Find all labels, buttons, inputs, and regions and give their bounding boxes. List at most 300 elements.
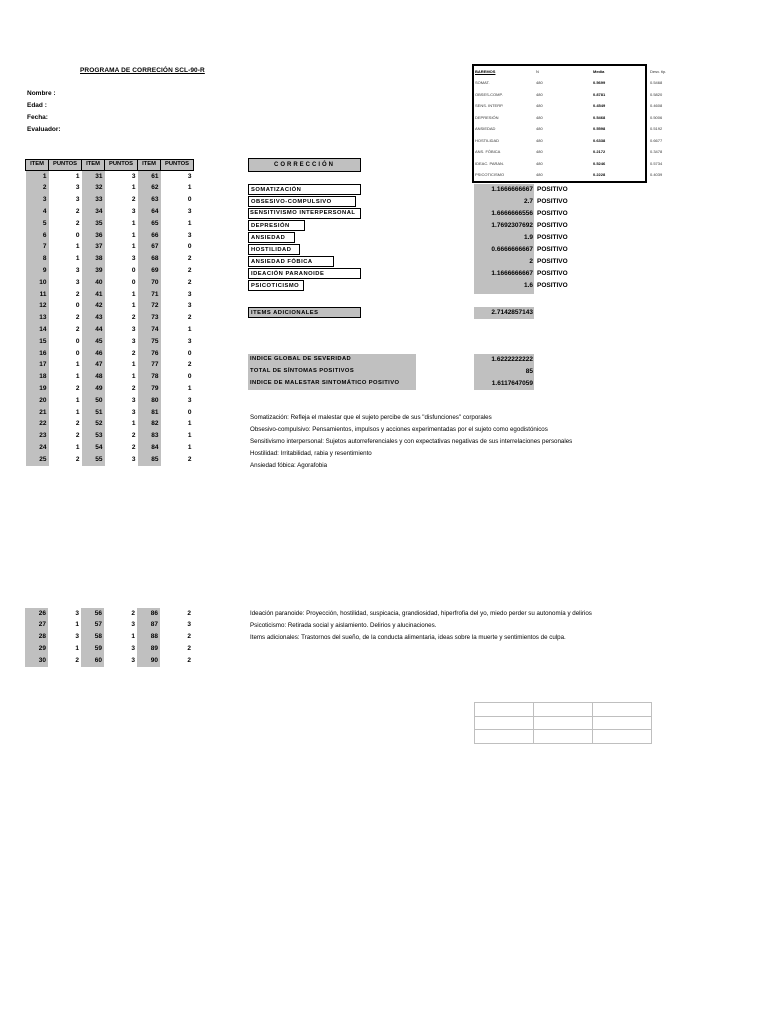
- scale-sensitivismo-box: [248, 208, 361, 219]
- items-adicionales-value: 2.7142857143: [491, 309, 533, 316]
- item-points-cell: 0: [187, 196, 192, 204]
- item-points-cell: 3: [187, 621, 191, 629]
- table-row: [26, 195, 194, 207]
- item-number-cell: 40: [82, 277, 105, 289]
- item-number-cell: 60: [81, 655, 104, 667]
- table-row: [26, 313, 194, 325]
- table-row: [26, 395, 194, 407]
- item-points-cell: 2: [131, 196, 136, 204]
- item-points-cell: 1: [131, 361, 136, 369]
- empty-cell: [593, 703, 652, 717]
- item-points-cell: 3: [187, 208, 192, 216]
- item-points-cell: 1: [187, 219, 192, 227]
- status-depresion: POSITIVO: [537, 222, 568, 229]
- item-points-cell: 2: [187, 656, 191, 664]
- item-number-cell: 79: [138, 383, 161, 395]
- baremos-n-cell: 480: [536, 172, 543, 178]
- table-row: [26, 301, 194, 313]
- col-header-puntos: PUNTOS: [49, 160, 82, 171]
- item-number-cell: 50: [82, 395, 105, 407]
- item-points-cell: 0: [187, 408, 192, 416]
- item-number-cell: 48: [82, 372, 105, 384]
- item-points-cell: 3: [75, 267, 80, 275]
- item-number-cell: 65: [138, 218, 161, 230]
- item-points-cell: 2: [75, 432, 80, 440]
- item-number-cell: 55: [82, 454, 105, 466]
- baremos-row: [474, 135, 666, 147]
- table-row: [25, 643, 193, 655]
- item-points-cell: 3: [75, 278, 80, 286]
- baremos-row: [474, 124, 666, 136]
- item-points-cell: 3: [131, 396, 136, 404]
- baremos-media-cell: 0.5598: [593, 126, 606, 132]
- baremos-scale-cell: SENS. INTERP.: [475, 103, 504, 109]
- table-row: [26, 372, 194, 384]
- baremos-row: [474, 147, 666, 159]
- item-points-cell: 0: [187, 349, 192, 357]
- item-number-cell: 47: [82, 360, 105, 372]
- empty-cell: [593, 730, 652, 744]
- status-obsesivo: POSITIVO: [537, 198, 568, 205]
- index-imsp-value: 1.6117647059: [491, 380, 533, 387]
- baremos-row: [474, 78, 666, 90]
- item-number-cell: 70: [138, 277, 161, 289]
- item-points-cell: 1: [75, 361, 80, 369]
- baremos-desv-cell: 0.5192: [650, 126, 663, 132]
- item-number-cell: 62: [138, 183, 161, 195]
- item-number-cell: 21: [26, 407, 49, 419]
- nombre-label: Nombre :: [27, 90, 56, 97]
- baremos-desv-cell: 0.5468: [650, 80, 663, 86]
- item-number-cell: 42: [82, 301, 105, 313]
- table-row: [26, 265, 194, 277]
- item-points-cell: 3: [187, 396, 192, 404]
- items-adicionales-label: ITEMS ADICIONALES: [248, 307, 361, 318]
- status-sensitivismo: POSITIVO: [537, 210, 568, 217]
- baremos-row: [474, 89, 666, 101]
- status-ansiedad-fobica: POSITIVO: [537, 258, 568, 265]
- item-number-cell: 80: [138, 395, 161, 407]
- scale-somatizacion: SOMATIZACIÓN: [248, 184, 361, 195]
- description-psicoticismo: Psicoticismo: Retirada social y aislamiento. Delirios y alucinaciones.: [250, 622, 437, 629]
- item-number-cell: 41: [82, 289, 105, 301]
- item-number-cell: 22: [26, 419, 49, 431]
- scale-obsesivo: OBSESIVO-COMPULSIVO: [248, 196, 356, 207]
- item-number-cell: 90: [137, 655, 160, 667]
- item-points-cell: 1: [75, 396, 80, 404]
- value-sensitivismo: 1.6666666556: [491, 210, 533, 217]
- item-number-cell: 11: [26, 289, 49, 301]
- table-row: [26, 218, 194, 230]
- status-somatizacion: POSITIVO: [537, 186, 568, 193]
- item-points-cell: 2: [187, 633, 191, 641]
- table-row: [26, 230, 194, 242]
- item-number-cell: 44: [82, 324, 105, 336]
- baremos-desv-cell: 0.5006: [650, 114, 663, 120]
- item-points-cell: 1: [131, 290, 136, 298]
- item-points-cell: 1: [187, 432, 192, 440]
- item-points-cell: 0: [75, 231, 80, 239]
- item-number-cell: 68: [138, 254, 161, 266]
- item-number-cell: 34: [82, 206, 105, 218]
- baremos-scale-cell: PSICOTICISMO: [475, 172, 505, 178]
- item-points-cell: 3: [131, 172, 136, 180]
- value-depresion: 1.7692307692: [491, 222, 533, 229]
- item-number-cell: 84: [138, 442, 161, 454]
- item-points-cell: 3: [131, 408, 136, 416]
- index-imsp-label: INDICE DE MALESTAR SINTOMÁTICO POSITIVO: [250, 380, 400, 386]
- item-points-cell: 1: [75, 373, 80, 381]
- item-points-cell: 1: [75, 408, 80, 416]
- item-points-cell: 2: [131, 349, 136, 357]
- item-points-cell: 3: [131, 455, 136, 463]
- empty-cell: [534, 703, 593, 717]
- item-number-cell: 12: [26, 301, 49, 313]
- item-points-cell: 1: [187, 420, 192, 428]
- baremos-scale-cell: SOMAT.: [475, 80, 490, 86]
- item-number-cell: 61: [138, 171, 161, 183]
- item-points-cell: 0: [131, 267, 136, 275]
- item-number-cell: 14: [26, 324, 49, 336]
- item-number-cell: 1: [26, 171, 49, 183]
- baremos-n-cell: 480: [536, 114, 543, 120]
- item-number-cell: 28: [25, 632, 48, 644]
- empty-cell: [475, 703, 534, 717]
- baremos-media-cell: 0.2228: [593, 172, 606, 178]
- item-points-cell: 3: [131, 337, 136, 345]
- col-header-item: ITEM: [82, 160, 105, 171]
- item-number-cell: 15: [26, 336, 49, 348]
- item-points-cell: 2: [131, 443, 136, 451]
- item-number-cell: 66: [138, 230, 161, 242]
- item-points-cell: 1: [187, 326, 192, 333]
- item-points-cell: 0: [187, 373, 192, 381]
- item-number-cell: 72: [138, 301, 161, 313]
- evaluador-label: Evaluador:: [27, 126, 61, 133]
- baremos-row: [474, 170, 666, 182]
- correccion-heading: CORRECCIÓN: [248, 158, 361, 172]
- baremos-n-cell: 480: [536, 137, 543, 143]
- items-table-continued: [25, 608, 193, 667]
- baremos-n-cell: 480: [536, 103, 543, 109]
- empty-cell: [475, 716, 534, 730]
- item-number-cell: 35: [82, 218, 105, 230]
- table-row: [26, 277, 194, 289]
- item-points-cell: 2: [131, 314, 136, 322]
- empty-cell: [534, 716, 593, 730]
- table-row: [25, 620, 193, 632]
- status-ansiedad: POSITIVO: [537, 234, 568, 241]
- item-points-cell: 2: [187, 645, 191, 653]
- empty-cell: [475, 730, 534, 744]
- item-points-cell: 2: [75, 455, 80, 463]
- table-row: [25, 655, 193, 667]
- table-row: [26, 383, 194, 395]
- baremos-scale-cell: HOSTILIDAD: [475, 137, 500, 143]
- item-number-cell: 2: [26, 183, 49, 195]
- value-ideacion: 1.1666666667: [491, 270, 533, 277]
- value-ansiedad: 1.9: [523, 234, 533, 241]
- scale-depresion: DEPRESIÓN: [248, 220, 305, 231]
- item-number-cell: 17: [26, 360, 49, 372]
- col-header-puntos: PUNTOS: [161, 160, 194, 171]
- item-number-cell: 3: [26, 195, 49, 207]
- item-points-cell: 2: [75, 314, 80, 322]
- item-points-cell: 0: [131, 278, 136, 286]
- item-number-cell: 26: [25, 608, 48, 620]
- baremos-n-cell: 480: [536, 149, 543, 155]
- item-number-cell: 82: [138, 419, 161, 431]
- value-ansiedad-fobica: 2: [529, 258, 533, 265]
- table-row: [25, 608, 193, 620]
- item-points-cell: 2: [187, 278, 192, 286]
- item-number-cell: 25: [26, 454, 49, 466]
- item-number-cell: 39: [82, 265, 105, 277]
- item-points-cell: 2: [187, 255, 192, 263]
- table-row: [26, 407, 194, 419]
- item-number-cell: 76: [138, 348, 161, 360]
- value-somatizacion: 1.1666666667: [491, 186, 533, 193]
- item-points-cell: 3: [75, 184, 80, 192]
- item-number-cell: 67: [138, 242, 161, 254]
- description-ansiedad-fobica: Ansiedad fóbica: Agorafobia: [250, 462, 328, 469]
- table-row: [26, 242, 194, 254]
- description-somatizacion: Somatización: Refleja el malestar que el sujeto percibe de sus "disfunciones" corporales: [250, 414, 492, 421]
- item-number-cell: 73: [138, 313, 161, 325]
- item-points-cell: 3: [131, 645, 135, 653]
- table-row: [25, 632, 193, 644]
- item-points-cell: 1: [131, 302, 136, 310]
- item-number-cell: 59: [81, 643, 104, 655]
- table-row: [26, 171, 194, 183]
- item-number-cell: 31: [82, 171, 105, 183]
- item-number-cell: 63: [138, 195, 161, 207]
- baremos-media-cell: 0.8781: [593, 91, 606, 97]
- description-obsesivo: Obsesivo-compulsivo: Pensamientos, impulsos y acciones experimentadas por el sujeto como egodistónicos: [250, 426, 548, 433]
- item-points-cell: 2: [131, 432, 136, 440]
- item-points-cell: 3: [187, 337, 192, 345]
- baremos-row: [474, 112, 666, 124]
- item-number-cell: 4: [26, 206, 49, 218]
- item-number-cell: 7: [26, 242, 49, 254]
- item-points-cell: 1: [131, 373, 136, 381]
- item-number-cell: 8: [26, 254, 49, 266]
- item-number-cell: 36: [82, 230, 105, 242]
- item-points-cell: 0: [75, 349, 80, 357]
- table-row: [26, 336, 194, 348]
- item-number-cell: 54: [82, 442, 105, 454]
- item-number-cell: 87: [137, 620, 160, 632]
- status-psicoticismo: POSITIVO: [537, 282, 568, 289]
- item-number-cell: 38: [82, 254, 105, 266]
- table-row: [26, 348, 194, 360]
- baremos-scale-cell: OBSES-COMP.: [475, 91, 503, 97]
- baremos-header-media: Media: [593, 68, 605, 74]
- item-points-cell: 3: [131, 255, 136, 263]
- item-number-cell: 75: [138, 336, 161, 348]
- description-ideacion: Ideación paranoide: Proyección, hostilidad, suspicacia, grandiosidad, hiperfrofia del yo, miedo perder su autonomía y delirios: [250, 610, 592, 617]
- scale-sensitivismo: SENSITIVISMO INTERPERSONAL: [250, 210, 356, 216]
- item-number-cell: 88: [137, 632, 160, 644]
- scale-hostilidad: HOSTILIDAD: [248, 244, 300, 255]
- baremos-desv-cell: 0.3478: [650, 149, 663, 155]
- baremos-desv-cell: 0.5820: [650, 91, 663, 97]
- item-points-cell: 3: [187, 302, 192, 310]
- baremos-desv-cell: 0.4608: [650, 103, 663, 109]
- item-number-cell: 83: [138, 431, 161, 443]
- item-points-cell: 2: [75, 326, 80, 333]
- baremos-scale-cell: DEPRESIÓN: [475, 114, 499, 120]
- index-igs-value: 1.6222222222: [491, 356, 533, 363]
- status-hostilidad: POSITIVO: [537, 246, 568, 253]
- item-points-cell: 2: [187, 314, 192, 322]
- item-number-cell: 18: [26, 372, 49, 384]
- index-tsp-value: 85: [525, 368, 533, 375]
- table-row: [26, 324, 194, 336]
- baremos-desv-cell: 0.4039: [650, 172, 663, 178]
- item-points-cell: 2: [75, 656, 79, 664]
- item-points-cell: 1: [75, 255, 80, 263]
- item-points-cell: 3: [131, 656, 135, 664]
- scale-ansiedad: ANSIEDAD: [248, 232, 295, 243]
- item-number-cell: 13: [26, 313, 49, 325]
- baremos-table: [474, 66, 666, 181]
- item-number-cell: 58: [81, 632, 104, 644]
- col-header-puntos: PUNTOS: [105, 160, 138, 171]
- table-row: [26, 454, 194, 466]
- baremos-media-cell: 0.2172: [593, 149, 606, 155]
- item-number-cell: 85: [138, 454, 161, 466]
- item-number-cell: 74: [138, 324, 161, 336]
- scale-psicoticismo: PSICOTICISMO: [248, 280, 304, 291]
- description-sensitivismo: Sensitivismo interpersonal: Sujetos autorreferenciales y con expectativas negativas de sus interrelaciones personales: [250, 438, 573, 445]
- item-number-cell: 9: [26, 265, 49, 277]
- item-points-cell: 0: [75, 337, 80, 345]
- description-items-adicionales: Items adicionales: Trastornos del sueño, de la conducta alimentaria, ideas sobre la muerte y sentimientos de culpa.: [250, 634, 566, 641]
- index-igs-label: INDICE GLOBAL DE SEVERIDAD: [250, 356, 352, 362]
- item-number-cell: 5: [26, 218, 49, 230]
- empty-cell: [593, 716, 652, 730]
- baremos-n-cell: 480: [536, 160, 543, 166]
- baremos-row: [474, 158, 666, 170]
- index-tsp-label: TOTAL DE SÍNTOMAS POSITIVOS: [250, 368, 355, 374]
- table-row: [26, 183, 194, 195]
- table-row: [26, 360, 194, 372]
- item-number-cell: 10: [26, 277, 49, 289]
- item-points-cell: 3: [75, 609, 79, 617]
- item-points-cell: 2: [75, 290, 80, 298]
- item-points-cell: 2: [187, 361, 192, 369]
- empty-cell: [534, 730, 593, 744]
- description-hostilidad: Hostilidad: Irritabilidad, rabia y resentimiento: [250, 450, 372, 457]
- item-points-cell: 2: [131, 609, 135, 617]
- item-number-cell: 45: [82, 336, 105, 348]
- item-points-cell: 1: [187, 384, 192, 392]
- item-number-cell: 16: [26, 348, 49, 360]
- item-number-cell: 27: [25, 620, 48, 632]
- item-number-cell: 77: [138, 360, 161, 372]
- baremos-desv-cell: 0.6677: [650, 137, 663, 143]
- table-row: [26, 289, 194, 301]
- baremos-media-cell: 0.6338: [593, 137, 606, 143]
- value-obsesivo: 2.7: [523, 198, 533, 205]
- item-points-cell: 2: [75, 384, 80, 392]
- item-points-cell: 1: [131, 231, 136, 239]
- table-row: [26, 419, 194, 431]
- fecha-label: Fecha:: [27, 114, 48, 121]
- table-row: [26, 206, 194, 218]
- item-points-cell: 3: [131, 208, 136, 216]
- col-header-item: ITEM: [138, 160, 161, 171]
- baremos-media-cell: 0.5699: [593, 80, 606, 86]
- baremos-scale-cell: IDEAC. PARAN.: [475, 160, 505, 166]
- item-number-cell: 64: [138, 206, 161, 218]
- item-points-cell: 0: [75, 302, 80, 310]
- table-row: [26, 431, 194, 443]
- empty-table: [474, 702, 652, 744]
- item-number-cell: 49: [82, 383, 105, 395]
- item-points-cell: 1: [75, 243, 80, 251]
- item-points-cell: 2: [75, 219, 80, 227]
- item-points-cell: 3: [187, 172, 192, 180]
- item-number-cell: 29: [25, 643, 48, 655]
- baremos-media-cell: 0.5468: [593, 114, 606, 120]
- item-number-cell: 19: [26, 383, 49, 395]
- baremos-media-cell: 0.5246: [593, 160, 606, 166]
- scale-ansiedad-fobica: ANSIEDAD FÓBICA: [248, 256, 334, 267]
- item-number-cell: 6: [26, 230, 49, 242]
- item-points-cell: 1: [75, 443, 80, 451]
- item-number-cell: 24: [26, 442, 49, 454]
- item-points-cell: 2: [187, 455, 192, 463]
- baremos-n-cell: 480: [536, 80, 543, 86]
- item-points-cell: 1: [187, 443, 192, 451]
- item-number-cell: 30: [25, 655, 48, 667]
- item-points-cell: 1: [131, 219, 136, 227]
- baremos-media-cell: 0.4549: [593, 103, 606, 109]
- baremos-scale-cell: ANSIEDAD: [475, 126, 496, 132]
- item-points-cell: 1: [75, 172, 80, 180]
- items-table: [25, 159, 194, 466]
- col-header-item: ITEM: [26, 160, 49, 171]
- item-points-cell: 2: [75, 208, 80, 216]
- item-points-cell: 3: [131, 326, 136, 333]
- item-number-cell: 46: [82, 348, 105, 360]
- item-number-cell: 69: [138, 265, 161, 277]
- table-row: [26, 254, 194, 266]
- baremos-n-cell: 480: [536, 126, 543, 132]
- item-points-cell: 1: [131, 243, 136, 251]
- item-points-cell: 3: [131, 621, 135, 629]
- item-number-cell: 52: [82, 419, 105, 431]
- item-points-cell: 2: [187, 267, 192, 275]
- item-points-cell: 1: [131, 633, 135, 641]
- item-number-cell: 86: [137, 608, 160, 620]
- edad-label: Edad :: [27, 102, 47, 109]
- baremos-header-desv: Desv. tip.: [650, 68, 667, 74]
- item-points-cell: 2: [131, 384, 136, 392]
- item-number-cell: 33: [82, 195, 105, 207]
- baremos-header-n: N: [536, 68, 539, 74]
- item-points-cell: 2: [75, 420, 80, 428]
- item-points-cell: 1: [131, 420, 136, 428]
- item-points-cell: 3: [187, 231, 192, 239]
- baremos-header: BAREMOS: [475, 68, 496, 74]
- item-points-cell: 1: [75, 645, 79, 653]
- item-number-cell: 37: [82, 242, 105, 254]
- value-hostilidad: 0.6666666667: [491, 246, 533, 253]
- item-number-cell: 32: [82, 183, 105, 195]
